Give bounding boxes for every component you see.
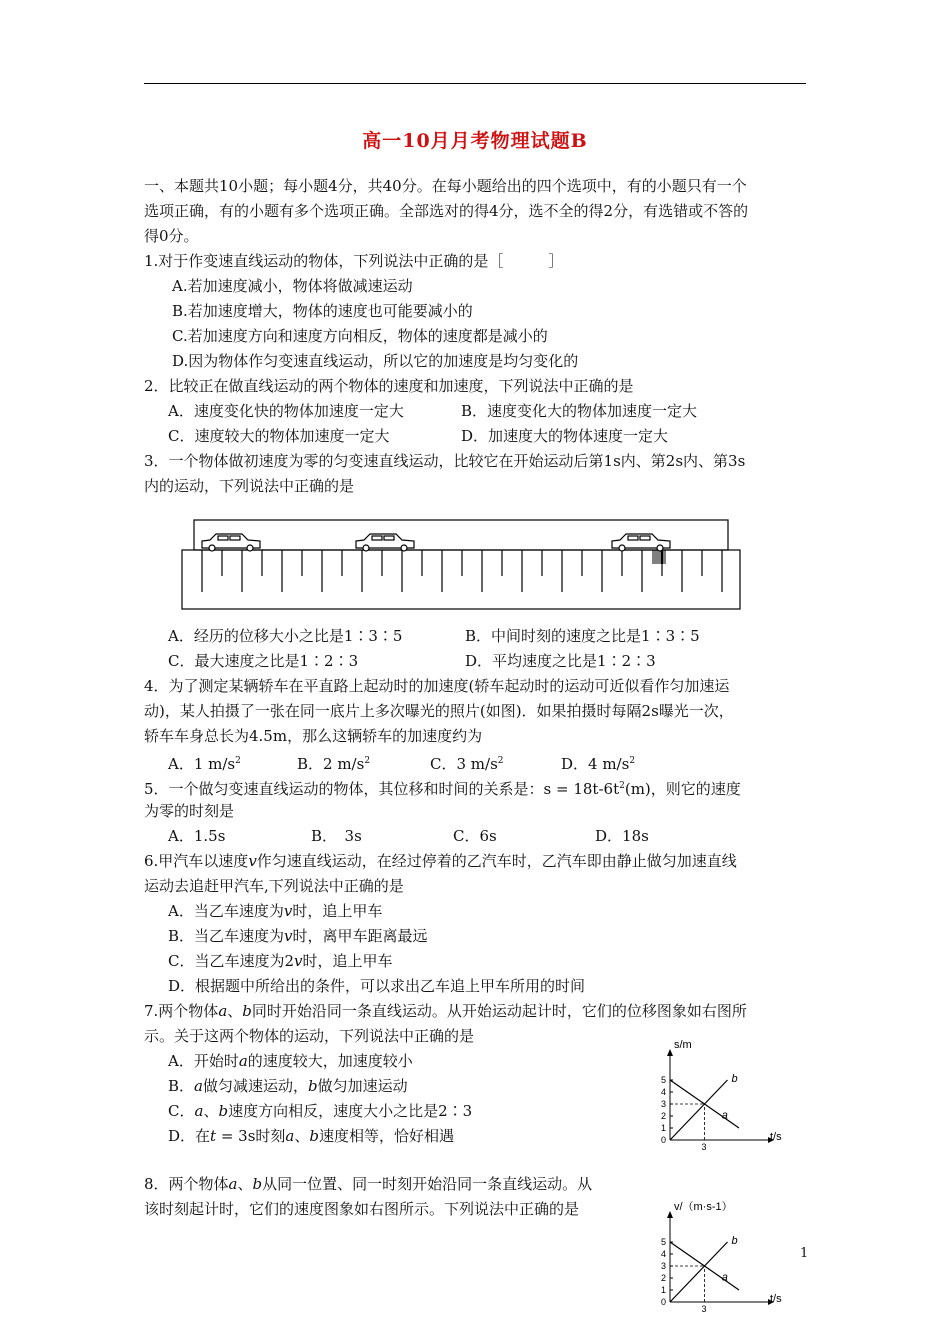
q2-option-b: B．速度变化大的物体加速度一定大 <box>461 402 698 420</box>
q3-option-d: D．平均速度之比是1∶2∶3 <box>465 652 656 670</box>
y-axis-label: s/m <box>674 1039 692 1051</box>
q7-stem-line2: 示。关于这两个物体的运动，下列说法中正确的是 <box>144 1027 475 1045</box>
series-label-b: b <box>731 1073 738 1085</box>
q7-option-a: A．开始时a的速度较大，加速度较小 <box>168 1052 413 1070</box>
y-tick-label: 4 <box>661 1087 667 1097</box>
y-tick-label: 3 <box>661 1261 667 1271</box>
q3-stem-line1: 3．一个物体做初速度为零的匀变速直线运动，比较它在开始运动后第1s内、第2s内、第3s <box>144 452 746 470</box>
q5-stem-line2: 为零的时刻是 <box>144 802 235 820</box>
car-exposure-2 <box>356 534 414 551</box>
q4-option-d: D．4 $m/s^2$ <box>561 755 636 773</box>
q5-option-d: D．18s <box>595 827 649 845</box>
q1-stem: 1.对于作变速直线运动的物体，下列说法中正确的是［ ］ <box>144 252 564 270</box>
q2-option-d: D．加速度大的物体速度一定大 <box>461 427 669 445</box>
q2-option-c: C．速度较大的物体加速度一定大 <box>168 427 390 445</box>
ruler-ticks <box>202 550 722 592</box>
q1-option-d: D.因为物体作匀变速直线运动，所以它的加速度是均匀变化的 <box>172 352 579 370</box>
q4-stem-line3: 轿车车身总长为4.5m，那么这辆轿车的加速度约为 <box>144 727 483 745</box>
q7-option-c: C．a、b速度方向相反，速度大小之比是2∶3 <box>168 1102 473 1120</box>
q1-option-a: A.若加速度减小，物体将做减速运动 <box>172 277 413 295</box>
y-axis-arrow <box>667 1049 673 1056</box>
q5-option-b: B． 3s <box>311 827 362 845</box>
q6-option-d: D．根据题中所给出的条件，可以求出乙车追上甲车所用的时间 <box>168 977 586 995</box>
q4-stem-line2: 动)，某人拍摄了一张在同一底片上多次曝光的照片(如图)．如果拍摄时每隔2s曝光一次， <box>144 702 734 720</box>
y-axis-arrow <box>667 1211 673 1218</box>
y-tick-label: 5 <box>661 1075 667 1085</box>
x-axis-label: t/s <box>770 1293 782 1305</box>
car-exposure-1 <box>202 534 260 551</box>
q5-option-c: C．6s <box>453 827 497 845</box>
series-label-a: a <box>721 1271 728 1284</box>
y-tick-label: 0 <box>661 1135 667 1145</box>
q4-option-a: A．1 $m/s^2$ <box>168 755 241 773</box>
q2-stem: 2．比较正在做直线运动的两个物体的速度和加速度，下列说法中正确的是 <box>144 377 634 395</box>
q6-stem-line2: 运动去追赶甲汽车,下列说法中正确的是 <box>144 877 404 895</box>
x-axis-label: t/s <box>770 1131 782 1143</box>
section-intro-line3: 得0分。 <box>144 227 199 245</box>
q3-option-a: A．经历的位移大小之比是1∶3∶5 <box>168 627 403 645</box>
section-intro-line1: 一、本题共10小题；每小题4分，共40分。在每小题给出的四个选项中，有的小题只有一个 <box>144 177 747 195</box>
y-tick-label: 2 <box>661 1111 667 1121</box>
page-title: 高一10月月考物理试题B <box>362 130 588 152</box>
car-exposure-3 <box>612 534 670 551</box>
q3-option-c: C．最大速度之比是1∶2∶3 <box>168 652 359 670</box>
q6-option-a: A．当乙车速度为v时，追上甲车 <box>168 902 383 920</box>
q7-option-d: D．在t = 3s时刻a、b速度相等，恰好相遇 <box>168 1127 455 1145</box>
q1-option-c: C.若加速度方向和速度方向相反，物体的速度都是减小的 <box>172 327 548 345</box>
y-tick-label: 4 <box>661 1249 667 1259</box>
q8-stem-line1: 8．两个物体a、b从同一位置、同一时刻开始沿同一条直线运动。从 <box>144 1175 593 1193</box>
q3-option-b: B．中间时刻的速度之比是1∶3∶5 <box>465 627 700 645</box>
y-tick-label: 1 <box>661 1123 667 1133</box>
q4-option-c: C．3 $m/s^2$ <box>430 755 504 773</box>
q7-displacement-chart <box>650 1036 800 1156</box>
q5-option-a: A．1.5s <box>168 827 226 845</box>
fine-ticks <box>653 550 665 564</box>
q6-option-c: C．当乙车速度为2v时，追上甲车 <box>168 952 393 970</box>
q8-velocity-chart <box>650 1198 800 1318</box>
y-tick-label: 2 <box>661 1273 667 1283</box>
car-exposure-figure <box>180 516 746 612</box>
q4-stem-line1: 4．为了测定某辆轿车在平直路上起动时的加速度(轿车起动时的运动可近似看作匀加速运 <box>144 677 730 695</box>
y-tick-label: 5 <box>661 1237 667 1247</box>
x-tick-label: 3 <box>701 1304 707 1314</box>
x-tick-label: 3 <box>701 1142 707 1152</box>
y-tick-label: 1 <box>661 1285 667 1295</box>
q1-option-b: B.若加速度增大，物体的速度也可能要减小的 <box>172 302 473 320</box>
header-rule <box>144 83 806 84</box>
q3-stem-line2: 内的运动，下列说法中正确的是 <box>144 477 355 495</box>
q6-option-b: B．当乙车速度为v时，离甲车距离最远 <box>168 927 428 945</box>
figure-ruler-panel <box>182 550 740 609</box>
y-tick-label: 0 <box>661 1297 667 1307</box>
y-axis-label: v/（m·s-1） <box>674 1201 733 1213</box>
series-line-b <box>670 1242 728 1302</box>
y-tick-label: 3 <box>661 1099 667 1109</box>
series-label-a: a <box>721 1109 728 1122</box>
series-line-b <box>670 1080 728 1140</box>
section-intro-line2: 选项正确，有的小题有多个选项正确。全部选对的得4分，选不全的得2分，有选错或不答的 <box>144 202 749 220</box>
q5-stem-line1: 5．一个做匀变速直线运动的物体，其位移和时间的关系是：$s = 18t-6t^2(m)$，则它的速度 <box>144 780 741 798</box>
q7-stem-line1: 7.两个物体a、b同时开始沿同一条直线运动。从开始运动起计时，它们的位移图象如右图所 <box>144 1002 747 1020</box>
series-label-b: b <box>731 1235 738 1247</box>
q6-stem-line1: 6.甲汽车以速度v作匀速直线运动，在经过停着的乙汽车时，乙汽车即由静止做匀加速直线 <box>144 852 737 870</box>
q7-option-b: B．a做匀减速运动，b做匀加速运动 <box>168 1077 408 1095</box>
page-number: 1 <box>800 1246 809 1261</box>
q8-stem-line2: 该时刻起计时，它们的速度图象如右图所示。下列说法中正确的是 <box>144 1200 580 1218</box>
q4-option-b: B．2 $m/s^2$ <box>297 755 371 773</box>
q2-option-a: A．速度变化快的物体加速度一定大 <box>168 402 404 420</box>
